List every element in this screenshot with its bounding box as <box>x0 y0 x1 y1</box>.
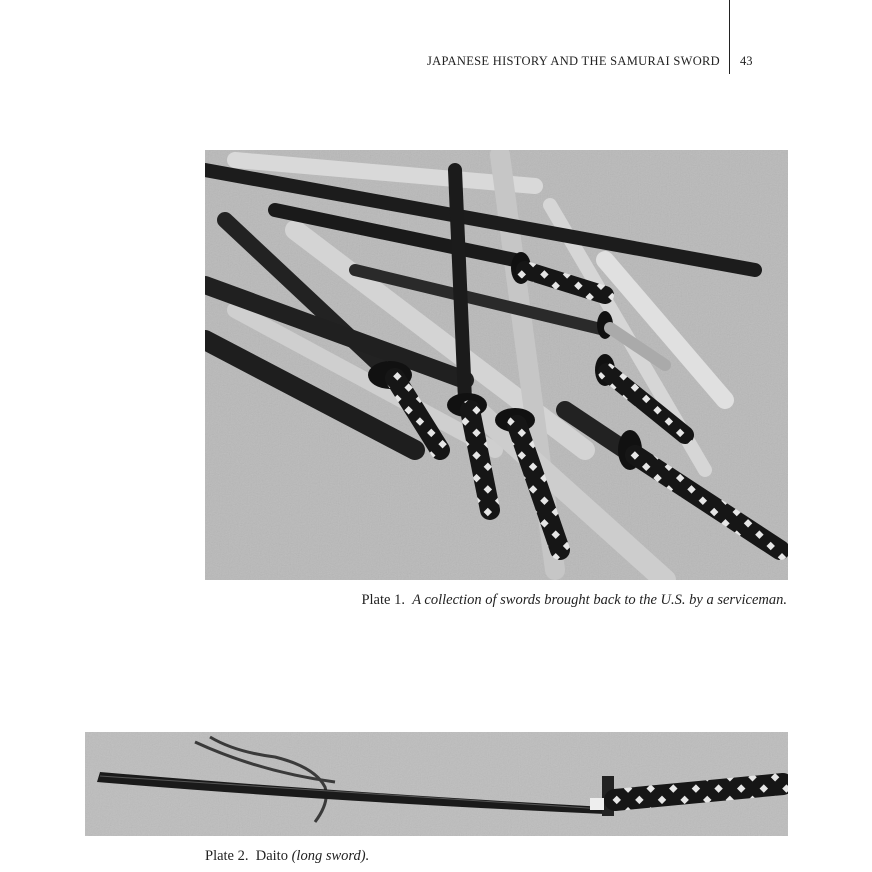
plate-2-label: Plate 2. <box>205 848 249 864</box>
page-number: 43 <box>740 54 753 68</box>
plate-2-caption-italic: (long sword). <box>291 848 370 864</box>
plate-1-caption <box>361 592 787 609</box>
daito-illustration <box>85 732 788 836</box>
plate-1-caption-text: A collection of swords brought back to the U.S. by a serviceman. <box>412 592 787 608</box>
plate-2-photo <box>85 732 788 836</box>
plate-1-photo <box>205 150 788 580</box>
running-title: JAPANESE HISTORY AND THE SAMURAI SWORD <box>426 54 720 68</box>
plate-2-caption <box>205 848 369 865</box>
plate-2-caption-plain: Daito <box>255 848 288 864</box>
plate-1-label: Plate 1. <box>361 592 405 608</box>
swords-collection-illustration <box>205 150 788 580</box>
header-rule <box>729 0 730 74</box>
